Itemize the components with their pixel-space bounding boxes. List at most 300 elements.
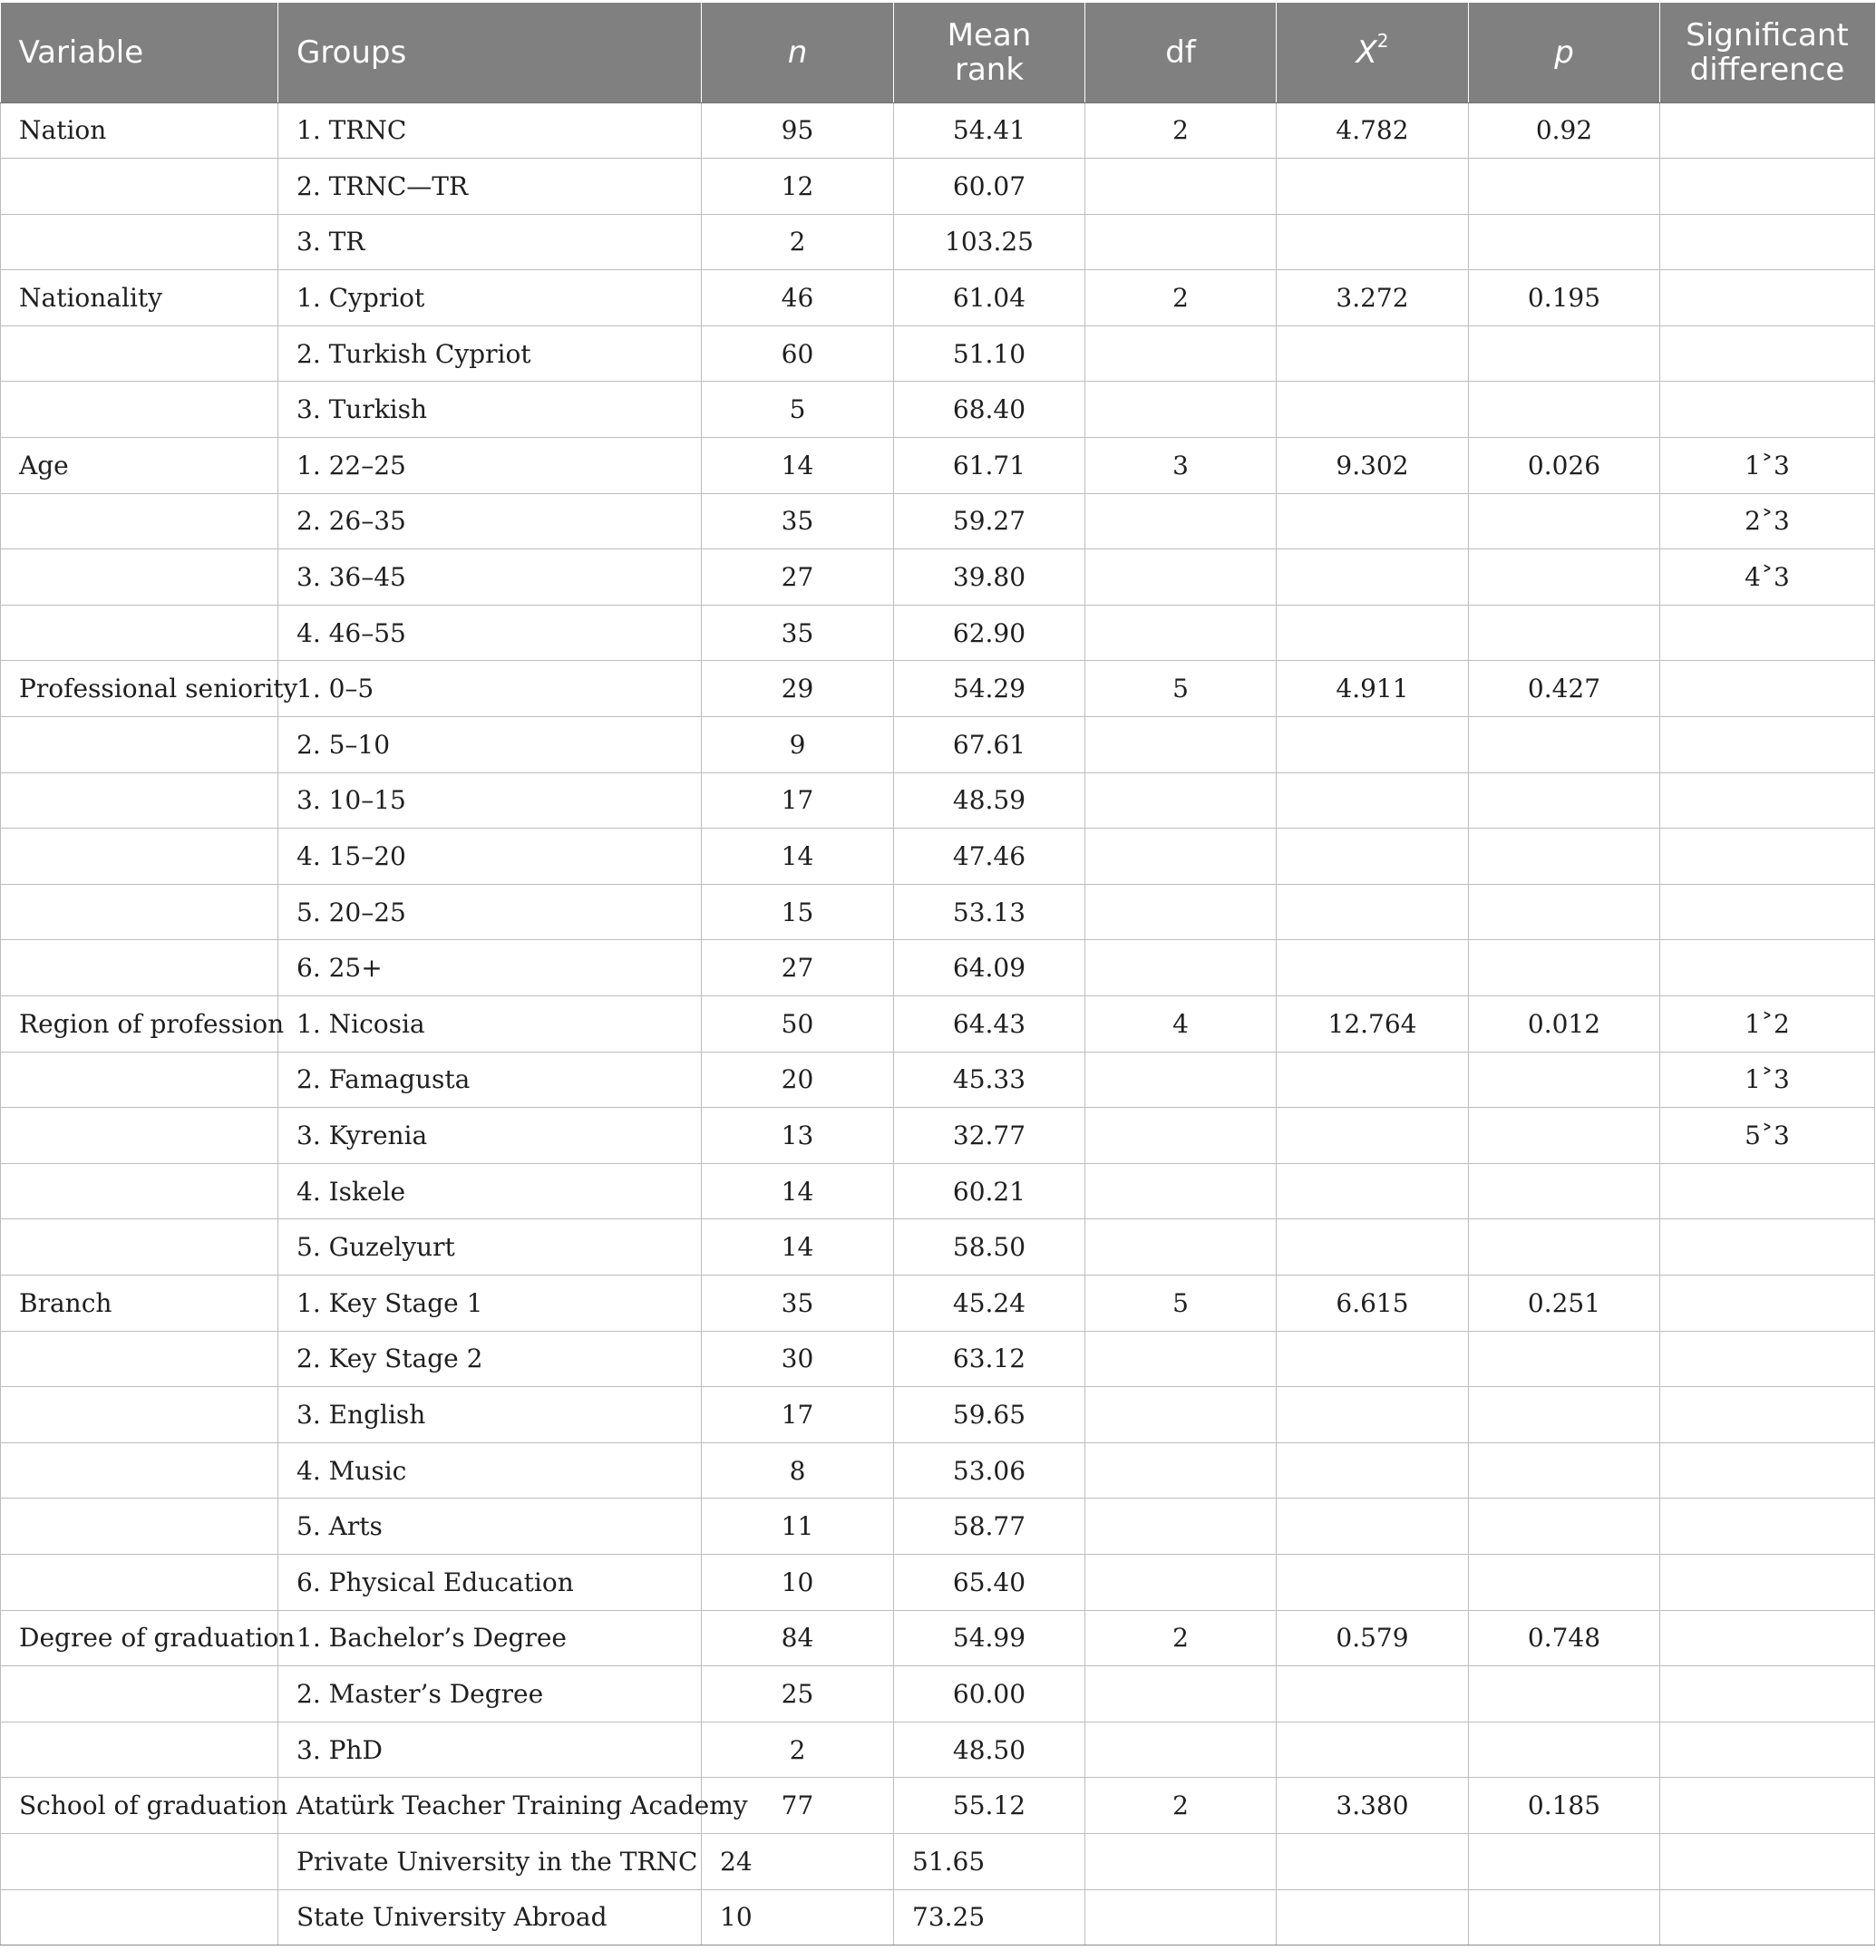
cell-significant-difference <box>1660 270 1875 326</box>
cell-x2: 9.302 <box>1277 438 1469 494</box>
cell-n: 11 <box>702 1499 894 1555</box>
cell-n: 27 <box>702 940 894 996</box>
table-row <box>1 772 1875 829</box>
cell-p <box>1469 772 1660 829</box>
cell-significant-difference <box>1660 214 1875 270</box>
cell-variable: Region of profession <box>1 996 278 1053</box>
cell-group: Private University in the TRNC <box>278 1833 702 1889</box>
cell-p <box>1469 829 1660 885</box>
cell-mean-rank: 55.12 <box>894 1778 1085 1834</box>
cell-variable <box>1 214 278 270</box>
cell-df <box>1085 605 1277 661</box>
cell-x2: 3.272 <box>1277 270 1469 326</box>
cell-p <box>1469 1442 1660 1499</box>
header-sig-line2: difference <box>1689 51 1845 88</box>
cell-significant-difference <box>1660 1778 1875 1834</box>
cell-variable <box>1 1666 278 1722</box>
table-row <box>1 1442 1875 1499</box>
cell-group: State University Abroad <box>278 1889 702 1945</box>
cell-n: 2 <box>702 1722 894 1778</box>
cell-variable: Age <box>1 438 278 494</box>
cell-p <box>1469 325 1660 382</box>
cell-p <box>1469 214 1660 270</box>
cell-n: 95 <box>702 102 894 159</box>
cell-variable: Nationality <box>1 270 278 326</box>
cell-x2 <box>1277 493 1469 549</box>
cell-df: 5 <box>1085 1275 1277 1331</box>
cell-n: 17 <box>702 772 894 829</box>
table-row <box>1 1778 1875 1834</box>
cell-n: 35 <box>702 493 894 549</box>
cell-df: 5 <box>1085 661 1277 717</box>
cell-p: 0.748 <box>1469 1610 1660 1666</box>
cell-n: 14 <box>702 438 894 494</box>
cell-df <box>1085 717 1277 773</box>
cell-n: 60 <box>702 325 894 382</box>
header-x2-base: X <box>1356 34 1377 71</box>
table-row <box>1 1331 1875 1387</box>
cell-variable <box>1 159 278 215</box>
cell-group: 6. Physical Education <box>278 1554 702 1610</box>
table-row <box>1 102 1875 159</box>
cell-variable <box>1 1499 278 1555</box>
cell-mean-rank: 58.50 <box>894 1219 1085 1276</box>
cell-n: 35 <box>702 1275 894 1331</box>
cell-df <box>1085 940 1277 996</box>
cell-group: 6. 25+ <box>278 940 702 996</box>
cell-x2 <box>1277 1219 1469 1276</box>
cell-variable <box>1 1554 278 1610</box>
cell-p: 0.012 <box>1469 996 1660 1053</box>
cell-p: 0.427 <box>1469 661 1660 717</box>
cell-significant-difference <box>1660 1163 1875 1219</box>
cell-p <box>1469 549 1660 606</box>
cell-variable: Degree of graduation <box>1 1610 278 1666</box>
header-row <box>1 3 1875 102</box>
cell-x2: 4.782 <box>1277 102 1469 159</box>
cell-significant-difference: 2˃3 <box>1660 493 1875 549</box>
cell-p <box>1469 1666 1660 1722</box>
cell-n: 24 <box>702 1833 894 1889</box>
cell-x2 <box>1277 1722 1469 1778</box>
cell-x2 <box>1277 159 1469 215</box>
cell-p <box>1469 1052 1660 1108</box>
cell-mean-rank: 68.40 <box>894 382 1085 438</box>
table-row <box>1 1163 1875 1219</box>
cell-group: 1. Cypriot <box>278 270 702 326</box>
table-row <box>1 493 1875 549</box>
header-n-label: n <box>787 34 808 71</box>
cell-p <box>1469 1554 1660 1610</box>
cell-x2: 3.380 <box>1277 1778 1469 1834</box>
cell-p <box>1469 1387 1660 1443</box>
cell-significant-difference <box>1660 1442 1875 1499</box>
cell-df <box>1085 325 1277 382</box>
cell-n: 46 <box>702 270 894 326</box>
cell-significant-difference <box>1660 1275 1875 1331</box>
cell-df <box>1085 1442 1277 1499</box>
cell-df <box>1085 159 1277 215</box>
cell-significant-difference <box>1660 102 1875 159</box>
header-df: df <box>1085 3 1277 102</box>
cell-x2: 6.615 <box>1277 1275 1469 1331</box>
cell-mean-rank: 54.99 <box>894 1610 1085 1666</box>
cell-n: 14 <box>702 829 894 885</box>
cell-variable <box>1 1163 278 1219</box>
cell-significant-difference <box>1660 325 1875 382</box>
cell-n: 27 <box>702 549 894 606</box>
cell-x2 <box>1277 1499 1469 1555</box>
cell-group: 3. English <box>278 1387 702 1443</box>
cell-x2: 0.579 <box>1277 1610 1469 1666</box>
table-row <box>1 438 1875 494</box>
cell-df <box>1085 1554 1277 1610</box>
cell-n: 9 <box>702 717 894 773</box>
cell-n: 35 <box>702 605 894 661</box>
cell-significant-difference <box>1660 717 1875 773</box>
cell-variable <box>1 1052 278 1108</box>
cell-variable <box>1 1722 278 1778</box>
cell-group: 2. 26–35 <box>278 493 702 549</box>
table-row <box>1 1722 1875 1778</box>
kruskal-wallis-table <box>0 3 1875 1945</box>
cell-n: 77 <box>702 1778 894 1834</box>
cell-p <box>1469 382 1660 438</box>
cell-p: 0.251 <box>1469 1275 1660 1331</box>
cell-variable <box>1 1442 278 1499</box>
cell-mean-rank: 48.59 <box>894 772 1085 829</box>
cell-n: 30 <box>702 1331 894 1387</box>
cell-x2 <box>1277 549 1469 606</box>
cell-mean-rank: 53.06 <box>894 1442 1085 1499</box>
cell-mean-rank: 54.29 <box>894 661 1085 717</box>
cell-significant-difference <box>1660 1666 1875 1722</box>
cell-significant-difference: 4˃3 <box>1660 549 1875 606</box>
cell-significant-difference <box>1660 1387 1875 1443</box>
cell-variable <box>1 1833 278 1889</box>
cell-x2 <box>1277 1889 1469 1945</box>
cell-x2 <box>1277 884 1469 940</box>
cell-variable <box>1 717 278 773</box>
cell-significant-difference <box>1660 772 1875 829</box>
cell-significant-difference <box>1660 605 1875 661</box>
cell-group: 5. Arts <box>278 1499 702 1555</box>
table-row <box>1 549 1875 606</box>
cell-p: 0.185 <box>1469 1778 1660 1834</box>
cell-group: 2. Key Stage 2 <box>278 1331 702 1387</box>
cell-df <box>1085 382 1277 438</box>
cell-significant-difference <box>1660 382 1875 438</box>
cell-significant-difference <box>1660 884 1875 940</box>
cell-n: 5 <box>702 382 894 438</box>
cell-significant-difference <box>1660 1889 1875 1945</box>
cell-x2 <box>1277 940 1469 996</box>
cell-significant-difference: 1˃3 <box>1660 1052 1875 1108</box>
cell-n: 13 <box>702 1108 894 1164</box>
cell-p <box>1469 1833 1660 1889</box>
table-row <box>1 829 1875 885</box>
cell-n: 8 <box>702 1442 894 1499</box>
cell-mean-rank: 64.09 <box>894 940 1085 996</box>
cell-df <box>1085 1108 1277 1164</box>
header-groups: Groups <box>278 3 702 102</box>
cell-x2 <box>1277 1163 1469 1219</box>
cell-significant-difference <box>1660 1554 1875 1610</box>
cell-p <box>1469 1108 1660 1164</box>
table-row <box>1 1666 1875 1722</box>
table-row <box>1 1387 1875 1443</box>
table-row <box>1 717 1875 773</box>
cell-significant-difference: 1˃2 <box>1660 996 1875 1053</box>
table-row <box>1 325 1875 382</box>
cell-df <box>1085 1387 1277 1443</box>
cell-variable: Branch <box>1 1275 278 1331</box>
cell-variable <box>1 325 278 382</box>
table-row <box>1 996 1875 1053</box>
table-row <box>1 1610 1875 1666</box>
cell-df <box>1085 772 1277 829</box>
cell-p: 0.92 <box>1469 102 1660 159</box>
cell-df <box>1085 1722 1277 1778</box>
cell-p <box>1469 1219 1660 1276</box>
cell-p <box>1469 605 1660 661</box>
table-header <box>1 3 1875 102</box>
cell-x2 <box>1277 1833 1469 1889</box>
cell-x2 <box>1277 325 1469 382</box>
cell-x2 <box>1277 772 1469 829</box>
header-mean-rank-line2: rank <box>954 51 1025 88</box>
cell-significant-difference <box>1660 661 1875 717</box>
cell-variable <box>1 884 278 940</box>
cell-significant-difference <box>1660 159 1875 215</box>
cell-variable <box>1 1108 278 1164</box>
cell-n: 10 <box>702 1889 894 1945</box>
cell-group: 2. TRNC—TR <box>278 159 702 215</box>
cell-mean-rank: 61.04 <box>894 270 1085 326</box>
table-body <box>1 102 1875 1945</box>
cell-x2 <box>1277 1666 1469 1722</box>
cell-group: 1. 0–5 <box>278 661 702 717</box>
cell-p <box>1469 884 1660 940</box>
cell-mean-rank: 73.25 <box>894 1889 1085 1945</box>
header-sig-line1: Significant <box>1686 16 1849 53</box>
cell-mean-rank: 62.90 <box>894 605 1085 661</box>
cell-n: 10 <box>702 1554 894 1610</box>
table-row <box>1 159 1875 215</box>
cell-significant-difference <box>1660 829 1875 885</box>
cell-p: 0.195 <box>1469 270 1660 326</box>
cell-df: 2 <box>1085 1778 1277 1834</box>
cell-df: 2 <box>1085 102 1277 159</box>
cell-variable <box>1 1219 278 1276</box>
cell-n: 50 <box>702 996 894 1053</box>
cell-x2 <box>1277 1052 1469 1108</box>
cell-mean-rank: 32.77 <box>894 1108 1085 1164</box>
cell-variable <box>1 382 278 438</box>
cell-variable <box>1 605 278 661</box>
cell-x2 <box>1277 214 1469 270</box>
cell-mean-rank: 51.65 <box>894 1833 1085 1889</box>
cell-p <box>1469 159 1660 215</box>
cell-significant-difference <box>1660 1833 1875 1889</box>
cell-n: 2 <box>702 214 894 270</box>
cell-df <box>1085 884 1277 940</box>
cell-p <box>1469 493 1660 549</box>
cell-group: 1. 22–25 <box>278 438 702 494</box>
cell-n: 29 <box>702 661 894 717</box>
cell-x2 <box>1277 717 1469 773</box>
cell-mean-rank: 60.07 <box>894 159 1085 215</box>
cell-n: 14 <box>702 1219 894 1276</box>
cell-df: 2 <box>1085 270 1277 326</box>
cell-variable <box>1 1889 278 1945</box>
cell-df <box>1085 1163 1277 1219</box>
cell-p <box>1469 1889 1660 1945</box>
cell-group: 2. Master’s Degree <box>278 1666 702 1722</box>
cell-x2: 4.911 <box>1277 661 1469 717</box>
cell-mean-rank: 58.77 <box>894 1499 1085 1555</box>
table-row <box>1 1275 1875 1331</box>
cell-variable <box>1 1387 278 1443</box>
cell-group: 3. TR <box>278 214 702 270</box>
cell-variable <box>1 772 278 829</box>
cell-significant-difference: 5˃3 <box>1660 1108 1875 1164</box>
table-row <box>1 1554 1875 1610</box>
cell-significant-difference: 1˃3 <box>1660 438 1875 494</box>
table-row <box>1 1108 1875 1164</box>
cell-p <box>1469 1163 1660 1219</box>
cell-df <box>1085 1331 1277 1387</box>
table-row <box>1 270 1875 326</box>
cell-df: 2 <box>1085 1610 1277 1666</box>
cell-n: 20 <box>702 1052 894 1108</box>
cell-group: 3. 36–45 <box>278 549 702 606</box>
cell-significant-difference <box>1660 1722 1875 1778</box>
cell-group: 2. 5–10 <box>278 717 702 773</box>
cell-group: 4. Music <box>278 1442 702 1499</box>
cell-group: 3. PhD <box>278 1722 702 1778</box>
cell-group: 1. Nicosia <box>278 996 702 1053</box>
table-row <box>1 214 1875 270</box>
cell-variable: Nation <box>1 102 278 159</box>
table-row <box>1 605 1875 661</box>
cell-group: 5. Guzelyurt <box>278 1219 702 1276</box>
cell-variable <box>1 1331 278 1387</box>
cell-group: 5. 20–25 <box>278 884 702 940</box>
header-p <box>1469 3 1660 102</box>
cell-mean-rank: 59.27 <box>894 493 1085 549</box>
cell-x2 <box>1277 1387 1469 1443</box>
header-n <box>702 3 894 102</box>
cell-df <box>1085 1833 1277 1889</box>
cell-n: 25 <box>702 1666 894 1722</box>
cell-significant-difference <box>1660 1610 1875 1666</box>
cell-df <box>1085 1889 1277 1945</box>
cell-df <box>1085 1219 1277 1276</box>
cell-p: 0.026 <box>1469 438 1660 494</box>
cell-mean-rank: 63.12 <box>894 1331 1085 1387</box>
table-row <box>1 1499 1875 1555</box>
cell-mean-rank: 59.65 <box>894 1387 1085 1443</box>
table-row <box>1 382 1875 438</box>
table-row <box>1 1889 1875 1945</box>
cell-n: 17 <box>702 1387 894 1443</box>
cell-significant-difference <box>1660 940 1875 996</box>
cell-p <box>1469 1722 1660 1778</box>
cell-mean-rank: 45.24 <box>894 1275 1085 1331</box>
cell-group: 4. Iskele <box>278 1163 702 1219</box>
cell-p <box>1469 1331 1660 1387</box>
cell-mean-rank: 60.21 <box>894 1163 1085 1219</box>
cell-x2 <box>1277 382 1469 438</box>
cell-x2: 12.764 <box>1277 996 1469 1053</box>
cell-group: 2. Turkish Cypriot <box>278 325 702 382</box>
table-row <box>1 661 1875 717</box>
cell-x2 <box>1277 1108 1469 1164</box>
cell-x2 <box>1277 605 1469 661</box>
cell-mean-rank: 64.43 <box>894 996 1085 1053</box>
cell-group: 1. Bachelor’s Degree <box>278 1610 702 1666</box>
cell-mean-rank: 67.61 <box>894 717 1085 773</box>
cell-p <box>1469 1499 1660 1555</box>
cell-variable <box>1 549 278 606</box>
cell-group: Atatürk Teacher Training Academy <box>278 1778 702 1834</box>
cell-mean-rank: 54.41 <box>894 102 1085 159</box>
cell-x2 <box>1277 1554 1469 1610</box>
table-row <box>1 1052 1875 1108</box>
cell-df <box>1085 1666 1277 1722</box>
cell-mean-rank: 48.50 <box>894 1722 1085 1778</box>
cell-mean-rank: 39.80 <box>894 549 1085 606</box>
cell-group: 4. 46–55 <box>278 605 702 661</box>
table-row <box>1 1833 1875 1889</box>
cell-significant-difference <box>1660 1499 1875 1555</box>
cell-group: 3. Turkish <box>278 382 702 438</box>
header-significant-difference <box>1660 3 1875 102</box>
cell-df <box>1085 1052 1277 1108</box>
cell-n: 15 <box>702 884 894 940</box>
cell-x2 <box>1277 829 1469 885</box>
cell-df: 3 <box>1085 438 1277 494</box>
cell-mean-rank: 65.40 <box>894 1554 1085 1610</box>
cell-df <box>1085 1499 1277 1555</box>
cell-df: 4 <box>1085 996 1277 1053</box>
cell-mean-rank: 103.25 <box>894 214 1085 270</box>
cell-df <box>1085 493 1277 549</box>
cell-mean-rank: 51.10 <box>894 325 1085 382</box>
table-row <box>1 884 1875 940</box>
header-mean-rank <box>894 3 1085 102</box>
cell-mean-rank: 61.71 <box>894 438 1085 494</box>
cell-x2 <box>1277 1442 1469 1499</box>
cell-df <box>1085 829 1277 885</box>
cell-significant-difference <box>1660 1331 1875 1387</box>
cell-mean-rank: 53.13 <box>894 884 1085 940</box>
table-row <box>1 1219 1875 1276</box>
cell-mean-rank: 45.33 <box>894 1052 1085 1108</box>
cell-group: 1. Key Stage 1 <box>278 1275 702 1331</box>
cell-n: 14 <box>702 1163 894 1219</box>
cell-n: 12 <box>702 159 894 215</box>
cell-group: 3. 10–15 <box>278 772 702 829</box>
header-x2 <box>1277 3 1469 102</box>
cell-group: 4. 15–20 <box>278 829 702 885</box>
header-variable: Variable <box>1 3 278 102</box>
cell-n: 84 <box>702 1610 894 1666</box>
cell-variable: School of graduation <box>1 1778 278 1834</box>
cell-variable <box>1 940 278 996</box>
cell-group: 1. TRNC <box>278 102 702 159</box>
